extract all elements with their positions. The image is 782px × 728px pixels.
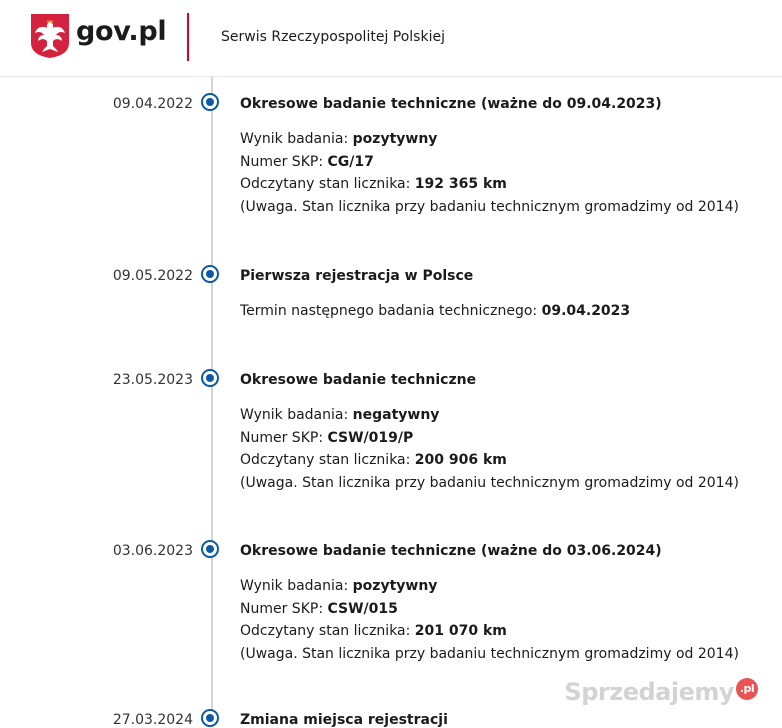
entry-details: Wynik badania: negatywny Numer SKP: CSW/019/P Odczytany stan licznika: 200 906 km (Uwaga. Stan licznika przy badaniu technicznym gromadzimy od 2014) — [240, 404, 739, 495]
entry-date: 23.05.2023 — [112, 372, 193, 388]
watermark: Sprzedajemy .pl — [564, 678, 758, 706]
skp-value: CSW/015 — [327, 600, 398, 617]
header-divider — [187, 13, 189, 61]
result-value: pozytywny — [352, 578, 438, 594]
timeline-dot-icon — [201, 265, 219, 283]
next-inspection-value: 09.04.2023 — [541, 303, 631, 319]
entry-title: Zmiana miejsca rejestracji — [240, 712, 448, 728]
timeline-dot-icon — [201, 540, 219, 558]
entry-details: Wynik badania: pozytywny Numer SKP: CSW/015 Odczytany stan licznika: 201 070 km (Uwaga. Stan licznika przy badaniu technicznym gromadzimy od 2014) — [240, 575, 739, 666]
result-value: pozytywny — [352, 131, 438, 147]
entry-date: 27.03.2024 — [112, 712, 193, 728]
entry-title: Okresowe badanie techniczne — [240, 372, 477, 388]
entry-date: 03.06.2023 — [112, 543, 193, 559]
entry-date: 09.05.2022 — [112, 268, 193, 284]
entry-details: Wynik badania: pozytywny Numer SKP: CG/17 Odczytany stan licznika: 192 365 km (Uwaga. Stan licznika przy badaniu technicznym gromadzimy od 2014) — [240, 128, 739, 219]
service-name: Serwis Rzeczypospolitej Polskiej — [221, 29, 445, 45]
odometer-value: 200 906 km — [414, 452, 507, 469]
timeline-dot-icon — [201, 709, 219, 727]
skp-value: CSW/019/P — [327, 429, 414, 446]
entry-title: Pierwsza rejestracja w Polsce — [240, 268, 474, 284]
result-value: negatywny — [352, 407, 440, 423]
entry-date: 09.04.2022 — [112, 96, 193, 112]
timeline-dot-icon — [201, 369, 219, 387]
entry-details: Termin następnego badania technicznego: 09.04.2023 — [240, 303, 631, 319]
odometer-note: (Uwaga. Stan licznika przy badaniu technicznym gromadzimy od 2014) — [240, 646, 739, 663]
odometer-note: (Uwaga. Stan licznika przy badaniu technicznym gromadzimy od 2014) — [240, 199, 739, 216]
odometer-value: 201 070 km — [414, 623, 507, 640]
entry-title: Okresowe badanie techniczne (ważne do 03.06.2024) — [240, 543, 662, 559]
timeline-dot-icon — [201, 93, 219, 111]
odometer-value: 192 365 km — [414, 176, 507, 193]
skp-value: CG/17 — [327, 153, 374, 170]
entry-title: Okresowe badanie techniczne (ważne do 09.04.2023) — [240, 96, 662, 112]
odometer-note: (Uwaga. Stan licznika przy badaniu technicznym gromadzimy od 2014) — [240, 475, 739, 492]
brand-logo-text[interactable]: gov.pl — [76, 16, 167, 47]
site-header — [0, 0, 782, 77]
polish-eagle-icon[interactable] — [30, 13, 70, 59]
watermark-badge: .pl — [736, 678, 758, 700]
